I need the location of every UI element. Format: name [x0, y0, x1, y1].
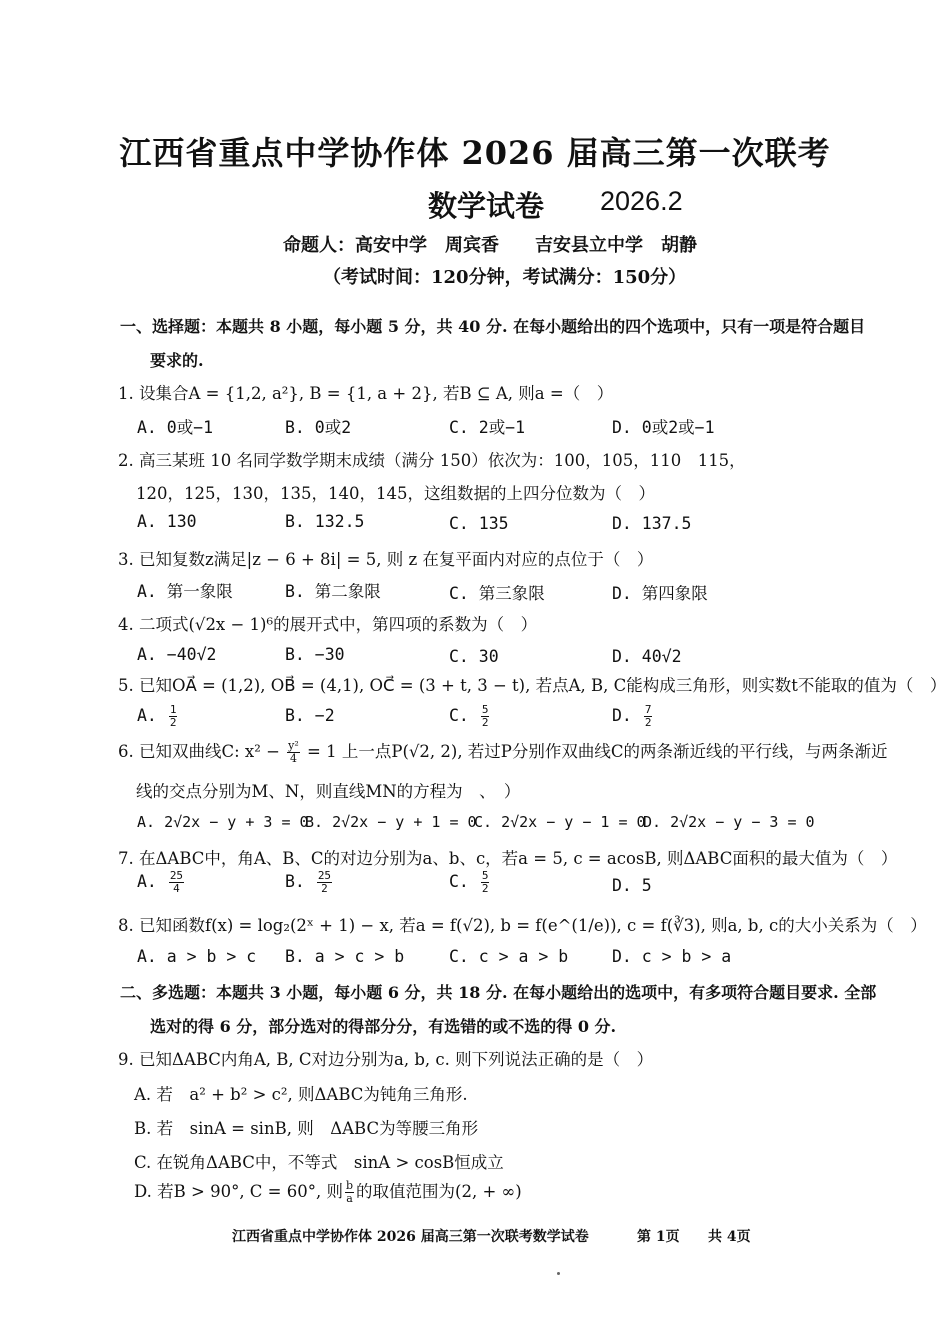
q9-option-d-part-1: D. 若B > 90°, C = 60°, 则 — [134, 1182, 343, 1201]
q7-option-a-fraction — [169, 870, 184, 895]
question-4-stem: 4. 二项式(√2x − 1)⁶的展开式中，第四项的系数为（ ） — [118, 615, 538, 634]
q9-option-c: C. 在锐角ΔABC中，不等式 sinA > cosB恒成立 — [134, 1153, 504, 1172]
q6-option-c: C. 2√2x − y − 1 = 0 — [474, 813, 646, 831]
question-5-stem: 5. 已知OA⃗ = (1,2), OB⃗ = (4,1), OC⃗ = (3 + t, 3 − t), 若点A, B, C能构成三角形，则实数t不能取的值为（ ） — [118, 676, 947, 695]
question-8-stem: 8. 已知函数f(x) = log₂(2ˣ + 1) − x, 若a = f(√2), b = f(e^(1/e)), c = f(∛3), 则a, b, c的大小关系为（ ） — [118, 916, 927, 935]
q5-option-a-fraction — [169, 704, 178, 729]
q4-option-b: B. −30 — [285, 645, 345, 664]
q3-option-a: A. 第一象限 — [137, 582, 233, 601]
q3-option-c: C. 第三象限 — [449, 584, 545, 603]
footer-title: 江西省重点中学协作体 2026 届高三第一次联考数学试卷 — [232, 1229, 589, 1245]
question-2-stem-cont: 120，125，130，135，140，145，这组数据的上四分位数为（ ） — [136, 484, 655, 503]
section-2-heading-cont: 选对的得 6 分，部分选对的得部分分，有选错的或不选的得 0 分. — [150, 1017, 617, 1036]
q7-option-b-label: B. — [285, 872, 305, 891]
q5-option-a — [137, 704, 179, 729]
question-2-stem: 2. 高三某班 10 名同学数学期末成绩（满分 150）依次为：100，105，110 115， — [118, 451, 746, 470]
section-1-heading-cont: 要求的. — [150, 351, 204, 370]
q8-option-c: C. c > a > b — [449, 947, 569, 966]
question-7-stem: 7. 在ΔABC中，角A、B、C的对边分别为a、b、c，若a = 5, c = acosB, 则ΔABC面积的最大值为（ ） — [118, 849, 898, 868]
q5-option-c — [449, 704, 491, 729]
fraction-denominator: 2 — [481, 716, 489, 729]
footer-page-total: 共 4页 — [708, 1229, 751, 1245]
question-3-stem: 3. 已知复数z满足|z − 6 + 8i| = 5, 则 z 在复平面内对应的点位于（ ） — [118, 550, 654, 569]
q4-option-a: A. −40√2 — [137, 645, 217, 664]
page-title: 江西省重点中学协作体 2026 届高三第一次联考 — [119, 134, 831, 172]
fraction-numerator: 25 — [169, 869, 184, 882]
exam-date: 2026.2 — [600, 186, 683, 216]
fraction-denominator: 4 — [289, 752, 297, 765]
scan-speck — [557, 1272, 560, 1275]
q7-option-b-fraction — [317, 870, 332, 895]
subtitle: 数学试卷 — [428, 189, 545, 223]
q8-option-b: B. a > c > b — [285, 947, 405, 966]
fraction-numerator: 5 — [481, 703, 489, 716]
q8-option-d: D. c > b > a — [612, 947, 732, 966]
authors-line: 命题人：高安中学 周宾香 吉安县立中学 胡静 — [283, 235, 697, 256]
fraction-denominator: a — [346, 1192, 353, 1205]
fraction-numerator: y² — [288, 739, 299, 752]
fraction-numerator: 1 — [169, 703, 177, 716]
q5-option-d — [612, 704, 654, 729]
q2-option-b: B. 132.5 — [285, 512, 365, 531]
q5-option-d-fraction — [644, 704, 653, 729]
q1-option-a: A. 0或−1 — [137, 418, 214, 437]
q3-option-b: B. 第二象限 — [285, 582, 381, 601]
section-2-heading: 二、多选题：本题共 3 小题，每小题 6 分，共 18 分. 在每小题给出的选项中，有多项符合题目要求. 全部 — [120, 983, 877, 1002]
q2-option-a: A. 130 — [137, 512, 197, 531]
footer-page-number: 第 1页 — [637, 1229, 680, 1245]
q1-option-c: C. 2或−1 — [449, 418, 526, 437]
q7-option-c-label: C. — [449, 872, 469, 891]
q6-stem-part-2: = 1 上一点P(√2, 2), 若过P分别作双曲线C的两条渐近线的平行线，与两条渐近 — [307, 742, 888, 761]
q5-option-c-label: C. — [449, 706, 469, 725]
q3-option-d: D. 第四象限 — [612, 584, 708, 603]
fraction-numerator: b — [345, 1179, 354, 1192]
fraction-denominator: 2 — [644, 716, 652, 729]
q5-option-d-label: D. — [612, 706, 632, 725]
q7-option-a — [137, 870, 186, 895]
q9-option-d — [134, 1178, 522, 1205]
q6-option-b: B. 2√2x − y + 1 = 0 — [305, 813, 477, 831]
fraction-denominator: 2 — [481, 882, 489, 895]
fraction-denominator: 2 — [321, 882, 328, 895]
q7-option-c-fraction — [481, 870, 490, 895]
q2-option-d: D. 137.5 — [612, 514, 692, 533]
fraction-numerator: 5 — [481, 869, 489, 882]
q6-fraction — [287, 740, 300, 765]
q7-option-c — [449, 870, 491, 895]
q5-option-c-fraction — [481, 704, 490, 729]
fraction-numerator: 7 — [644, 703, 652, 716]
exam-info: （考试时间：120分钟，考试满分：150分） — [323, 267, 687, 288]
q1-option-d: D. 0或2或−1 — [612, 418, 715, 437]
section-1-heading: 一、选择题：本题共 8 小题，每小题 5 分，共 40 分. 在每小题给出的四个选项中，只有一项是符合题目 — [120, 317, 866, 336]
question-6-stem — [118, 738, 888, 765]
q6-option-d: D. 2√2x − y − 3 = 0 — [643, 813, 815, 831]
q7-option-a-label: A. — [137, 872, 157, 891]
fraction-denominator: 2 — [169, 716, 177, 729]
q5-option-b: B. −2 — [285, 706, 335, 725]
q9-option-d-part-2: 的取值范围为(2, + ∞) — [356, 1182, 522, 1201]
q9-option-d-fraction — [345, 1180, 354, 1205]
q6-stem-part-1: 6. 已知双曲线C: x² − — [118, 742, 280, 761]
q7-option-b — [285, 870, 334, 895]
q4-option-c: C. 30 — [449, 647, 499, 666]
q2-option-c: C. 135 — [449, 514, 509, 533]
q9-option-b: B. 若 sinA = sinB, 则 ΔABC为等腰三角形 — [134, 1119, 479, 1138]
question-6-stem-cont: 线的交点分别为M、N，则直线MN的方程为 、 ） — [136, 782, 521, 801]
fraction-denominator: 4 — [173, 882, 180, 895]
q1-option-b: B. 0或2 — [285, 418, 352, 437]
question-1-stem: 1. 设集合A = {1,2, a²}, B = {1, a + 2}, 若B ⊆ A, 则a =（ ） — [118, 384, 614, 403]
question-9-stem: 9. 已知ΔABC内角A, B, C对边分别为a, b, c. 则下列说法正确的是（ ） — [118, 1050, 654, 1069]
q6-option-a: A. 2√2x − y + 3 = 0 — [137, 813, 309, 831]
q8-option-a: A. a > b > c — [137, 947, 257, 966]
q7-option-d: D. 5 — [612, 876, 652, 895]
q5-option-a-label: A. — [137, 706, 157, 725]
q4-option-d: D. 40√2 — [612, 647, 682, 666]
q9-option-a: A. 若 a² + b² > c², 则ΔABC为钝角三角形. — [134, 1085, 468, 1104]
fraction-numerator: 25 — [317, 869, 332, 882]
